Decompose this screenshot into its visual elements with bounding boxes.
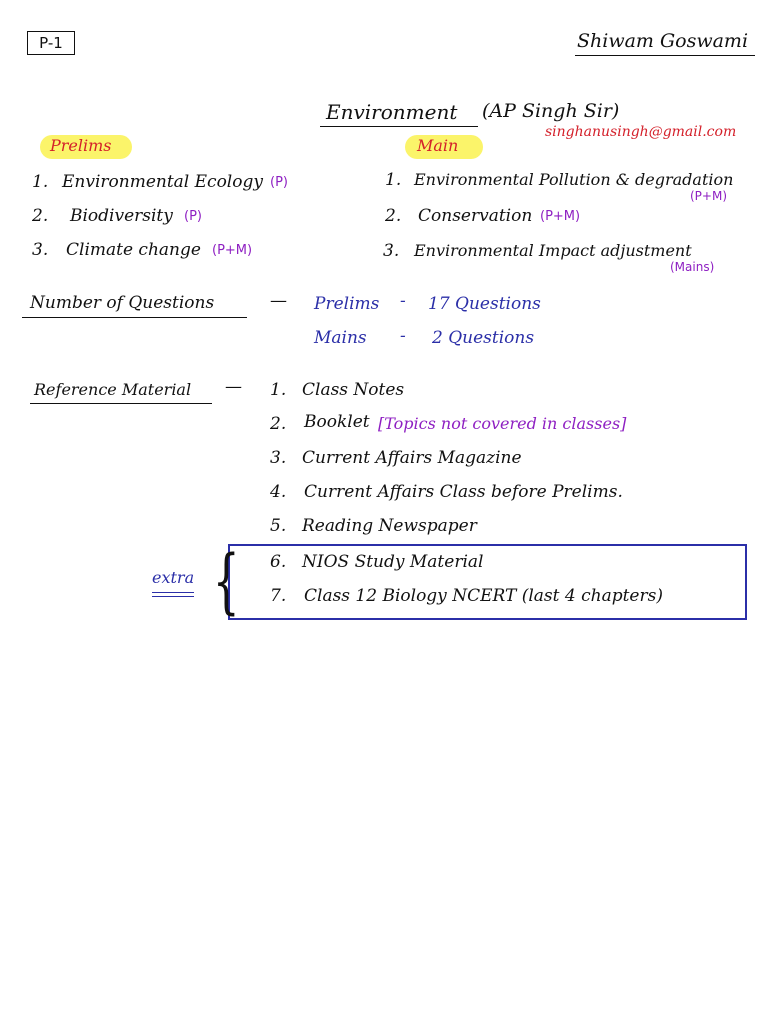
prelims-highlight <box>40 135 132 159</box>
reference-item-1-text: Class Notes <box>302 380 405 400</box>
mains-item-2-text: Conservation <box>418 206 533 226</box>
reference-item-7-text: Class 12 Biology NCERT (last 4 chapters) <box>304 586 663 606</box>
questions-dash: — <box>270 291 287 311</box>
prelims-item-2-text: Biodiversity <box>70 206 173 226</box>
reference-item-1-num: 1. <box>270 380 287 400</box>
reference-item-5-num: 5. <box>270 516 287 536</box>
questions-row-1-count: 17 Questions <box>428 294 541 314</box>
prelims-item-1-tag: (P) <box>270 175 288 190</box>
page-title: Environment <box>326 100 458 124</box>
prelims-item-3-tag: (P+M) <box>212 243 253 258</box>
prelims-item-1-text: Environmental Ecology <box>62 172 263 192</box>
title-underline <box>320 126 478 127</box>
reference-item-4-text: Current Affairs Class before Prelims. <box>304 482 623 502</box>
questions-row-1-dash: - <box>400 291 406 311</box>
signature-underline <box>575 55 755 56</box>
mains-item-2-tag: (P+M) <box>540 209 581 224</box>
prelims-item-3-text: Climate change <box>66 240 201 260</box>
mains-item-3-text: Environmental Impact adjustment <box>414 241 692 260</box>
reference-item-6-text: NIOS Study Material <box>302 552 484 572</box>
extra-underline-1 <box>152 592 194 593</box>
reference-item-5-text: Reading Newspaper <box>302 516 477 536</box>
mains-item-1-text: Environmental Pollution & degradation <box>414 170 734 189</box>
prelims-heading: Prelims <box>50 136 112 155</box>
mains-item-3-num: 3. <box>383 241 400 261</box>
mains-item-1-tag: (P+M) <box>690 189 728 203</box>
reference-label: Reference Material <box>34 380 192 399</box>
email-address: singhanusingh@gmail.com <box>545 124 737 140</box>
author-signature: Shiwam Goswami <box>577 30 749 52</box>
prelims-item-2-tag: (P) <box>184 209 202 224</box>
questions-row-2-count: 2 Questions <box>432 328 535 348</box>
teacher-name: (AP Singh Sir) <box>482 100 620 122</box>
reference-item-2-note: [Topics not covered in classes] <box>378 414 627 433</box>
extra-label: extra <box>152 568 195 587</box>
reference-item-4-num: 4. <box>270 482 287 502</box>
questions-row-2-dash: - <box>400 326 406 346</box>
mains-item-2-num: 2. <box>385 206 402 226</box>
reference-item-2-num: 2. <box>270 414 287 434</box>
reference-item-3-text: Current Affairs Magazine <box>302 448 522 468</box>
extra-underline-2 <box>152 596 194 597</box>
prelims-item-3-num: 3. <box>32 240 49 260</box>
main-highlight <box>405 135 483 159</box>
questions-row-2-exam: Mains <box>314 328 367 348</box>
reference-dash: — <box>225 377 242 397</box>
reference-item-7-num: 7. <box>270 586 287 606</box>
questions-row-1-exam: Prelims <box>314 294 380 314</box>
reference-label-underline <box>30 403 212 404</box>
prelims-item-1-num: 1. <box>32 172 49 192</box>
reference-item-2-text: Booklet <box>304 412 370 432</box>
prelims-item-2-num: 2. <box>32 206 49 226</box>
reference-item-6-num: 6. <box>270 552 287 572</box>
mains-item-1-num: 1. <box>385 170 402 190</box>
curly-brace: { <box>212 540 240 622</box>
main-heading: Main <box>417 136 459 155</box>
mains-item-3-tag: (Mains) <box>670 260 715 274</box>
questions-label-underline <box>22 317 247 318</box>
reference-item-3-num: 3. <box>270 448 287 468</box>
page-number-box: P-1 <box>27 31 75 55</box>
questions-label: Number of Questions <box>30 293 215 313</box>
